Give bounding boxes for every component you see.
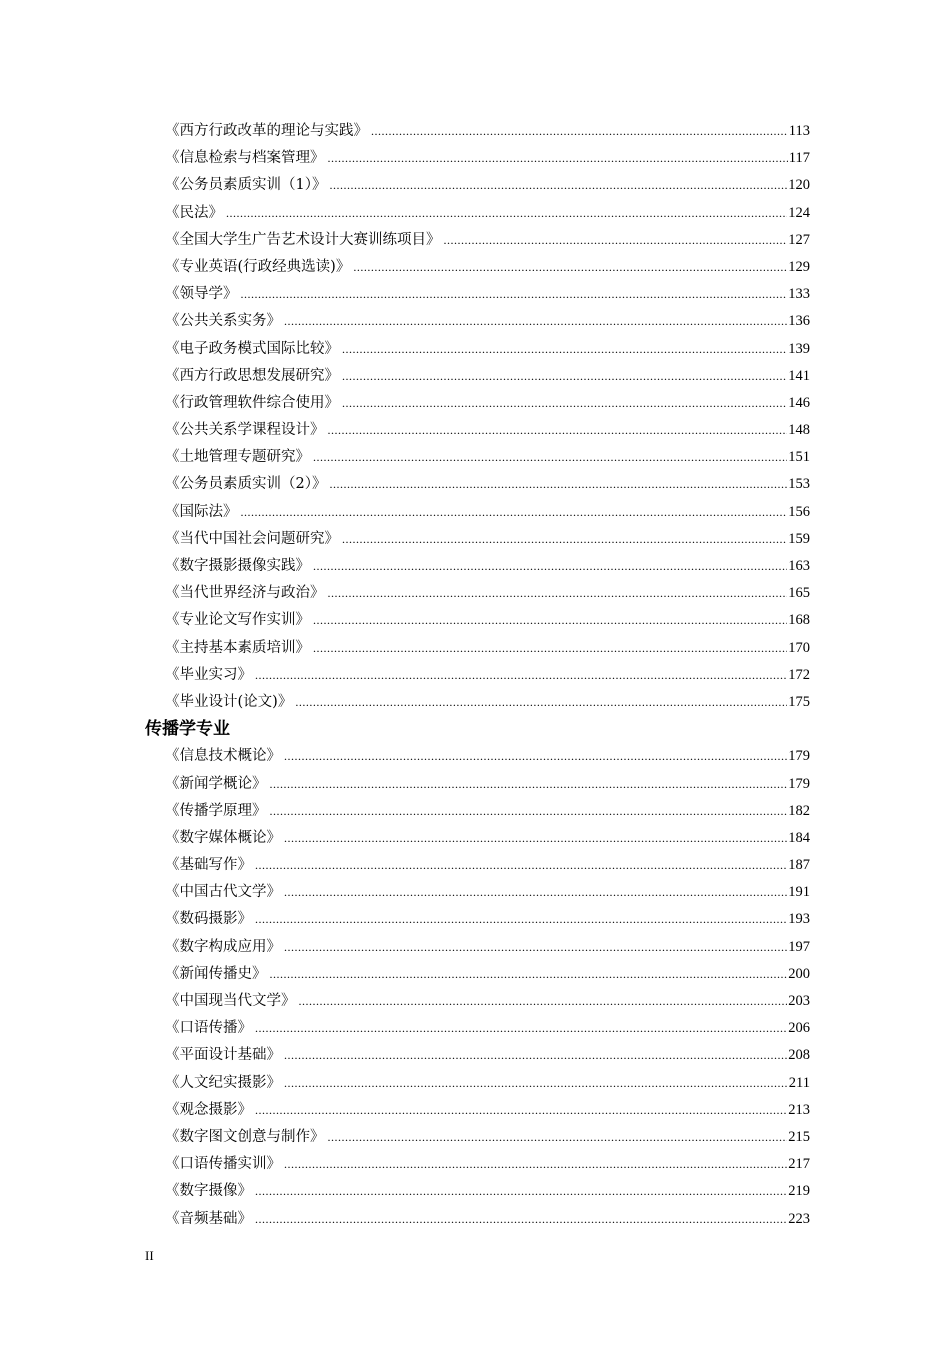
- toc-entry[interactable]: [145, 281, 810, 308]
- toc-entry-page-number: 146: [788, 394, 810, 411]
- toc-entry[interactable]: [145, 1070, 810, 1097]
- toc-entry-page-number: 211: [788, 1074, 810, 1091]
- toc-entry-title: 《信息检索与档案管理》: [165, 150, 325, 167]
- toc-entry-page-number: 219: [788, 1183, 810, 1200]
- toc-entry-page-number: 193: [788, 911, 810, 928]
- dot-leader: [284, 1042, 787, 1069]
- dot-leader: [342, 526, 787, 553]
- toc-entry-page-number: 170: [788, 639, 810, 656]
- dot-leader: [342, 363, 787, 390]
- toc-entry-page-number: 215: [788, 1128, 810, 1145]
- toc-entry-page-number: 133: [788, 286, 810, 303]
- toc-entry[interactable]: [145, 743, 810, 770]
- dot-leader: [329, 471, 787, 498]
- toc-entry[interactable]: [145, 172, 810, 199]
- toc-entry-page-number: 127: [788, 231, 810, 248]
- toc-entry-title: 《公共关系实务》: [165, 313, 281, 330]
- toc-entry-title: 《数字构成应用》: [165, 938, 281, 955]
- section-heading: 传播学专业: [145, 719, 230, 740]
- toc-entry[interactable]: [145, 1206, 810, 1233]
- toc-entry[interactable]: [145, 1151, 810, 1178]
- toc-entry[interactable]: [145, 254, 810, 281]
- dot-leader: [270, 798, 788, 825]
- toc-entry-page-number: 175: [788, 693, 810, 710]
- toc-entry-title: 《观念摄影》: [165, 1101, 252, 1118]
- dot-leader: [328, 145, 788, 172]
- toc-entry-title: 《中国古代文学》: [165, 884, 281, 901]
- toc-entry-title: 《平面设计基础》: [165, 1047, 281, 1064]
- dot-leader: [371, 118, 788, 145]
- toc-entry-title: 《当代中国社会问题研究》: [165, 530, 339, 547]
- toc-entry-title: 《人文纪实摄影》: [165, 1074, 281, 1091]
- toc-entry[interactable]: [145, 499, 810, 526]
- toc-entry-title: 《土地管理专题研究》: [165, 449, 310, 466]
- toc-entry[interactable]: [145, 145, 810, 172]
- toc-entry-page-number: 124: [788, 204, 810, 221]
- toc-entry-page-number: 129: [788, 258, 810, 275]
- dot-leader: [342, 390, 787, 417]
- toc-entry[interactable]: [145, 906, 810, 933]
- toc-entry-page-number: 184: [788, 829, 810, 846]
- dot-leader: [313, 444, 787, 471]
- dot-leader: [270, 771, 788, 798]
- toc-entry-title: 《电子政务模式国际比较》: [165, 340, 339, 357]
- toc-entry-title: 《数字摄影摄像实践》: [165, 558, 310, 574]
- toc-entry[interactable]: [145, 934, 810, 961]
- toc-entry[interactable]: [145, 825, 810, 852]
- toc-entry[interactable]: [145, 200, 810, 227]
- toc-entry[interactable]: [145, 363, 810, 390]
- dot-leader: [241, 499, 788, 526]
- toc-entry-page-number: 139: [788, 340, 810, 357]
- dot-leader: [255, 1178, 787, 1205]
- toc-entry-page-number: 151: [788, 449, 810, 466]
- toc-entry[interactable]: [145, 961, 810, 988]
- toc-entry-title: 《新闻传播史》: [165, 965, 267, 982]
- toc-entry[interactable]: [145, 526, 810, 553]
- toc-entry-title: 《公务员素质实训（1）》: [165, 177, 327, 194]
- dot-leader: [284, 1151, 787, 1178]
- toc-entry-title: 《数码摄影》: [165, 911, 252, 928]
- toc-entry-page-number: 182: [788, 802, 810, 819]
- toc-entry-title: 《领导学》: [165, 286, 238, 303]
- toc-entry-title: 《音频基础》: [165, 1210, 252, 1227]
- dot-leader: [353, 254, 787, 281]
- toc-entry[interactable]: [145, 1124, 810, 1151]
- dot-leader: [270, 961, 788, 988]
- toc-entry-page-number: 208: [788, 1047, 810, 1064]
- toc-entry-page-number: 168: [788, 612, 810, 629]
- toc-entry[interactable]: [145, 607, 810, 634]
- toc-entry[interactable]: [145, 1042, 810, 1069]
- toc-entry-page-number: 141: [788, 367, 810, 384]
- toc-entry-page-number: 197: [788, 938, 810, 955]
- toc-entry-title: 《公共关系学课程设计》: [165, 422, 325, 439]
- dot-leader: [255, 662, 787, 689]
- dot-leader: [255, 1206, 787, 1233]
- toc-entry-page-number: 163: [788, 558, 810, 574]
- toc-entry[interactable]: [145, 580, 810, 607]
- toc-entry-page-number: 120: [788, 177, 810, 194]
- toc-entry-title: 《口语传播》: [165, 1020, 252, 1037]
- toc-entry[interactable]: [145, 1178, 810, 1205]
- toc-entry-title: 《国际法》: [165, 503, 238, 520]
- toc-entry[interactable]: [145, 879, 810, 906]
- dot-leader: [284, 743, 787, 770]
- dot-leader: [342, 336, 787, 363]
- dot-leader: [313, 553, 787, 580]
- toc-entry[interactable]: [145, 662, 810, 689]
- toc-entry-title: 《当代世界经济与政治》: [165, 585, 325, 602]
- toc-entry[interactable]: [145, 227, 810, 254]
- toc-entry-page-number: 136: [788, 313, 810, 330]
- toc-entry[interactable]: [145, 471, 810, 498]
- toc-entry[interactable]: [145, 635, 810, 662]
- dot-leader: [255, 1097, 787, 1124]
- dot-leader: [255, 906, 787, 933]
- toc-entry-title: 《中国现当代文学》: [165, 993, 296, 1009]
- dot-leader: [284, 934, 787, 961]
- dot-leader: [255, 852, 787, 879]
- toc-entry[interactable]: [145, 417, 810, 444]
- dot-leader: [313, 635, 787, 662]
- toc-entry-title: 《数字媒体概论》: [165, 829, 281, 846]
- toc-entry-title: 《行政管理软件综合使用》: [165, 394, 339, 411]
- toc-entry-page-number: 148: [788, 422, 810, 439]
- toc-entry[interactable]: [145, 390, 810, 417]
- toc-entry[interactable]: [145, 771, 810, 798]
- toc-entry-title: 《传播学原理》: [165, 802, 267, 819]
- toc-entry-page-number: 179: [788, 748, 810, 765]
- toc-entry-title: 《主持基本素质培训》: [165, 639, 310, 656]
- toc-entry-page-number: 153: [788, 476, 810, 493]
- toc-entry-page-number: 206: [788, 1020, 810, 1037]
- dot-leader: [313, 607, 787, 634]
- toc-entry-page-number: 179: [788, 775, 810, 792]
- toc-entry[interactable]: [145, 988, 810, 1015]
- toc-entry-page-number: 172: [788, 666, 810, 683]
- dot-leader: [328, 580, 788, 607]
- toc-entry-page-number: 217: [788, 1156, 810, 1173]
- toc-entry[interactable]: [145, 308, 810, 335]
- toc-entry-title: 《公务员素质实训（2）》: [165, 476, 327, 493]
- dot-leader: [241, 281, 788, 308]
- toc-entry-title: 《西方行政改革的理论与实践》: [165, 123, 368, 139]
- toc-entry-title: 《新闻学概论》: [165, 775, 267, 792]
- toc-entry-title: 《专业英语(行政经典选读)》: [165, 258, 351, 275]
- dot-leader: [328, 417, 788, 444]
- toc-entry-title: 《信息技术概论》: [165, 748, 281, 765]
- toc-entry-title: 《口语传播实训》: [165, 1156, 281, 1173]
- toc-entry[interactable]: [145, 798, 810, 825]
- toc-entry[interactable]: [145, 1015, 810, 1042]
- toc-entry-page-number: 187: [788, 857, 810, 874]
- dot-leader: [255, 1015, 787, 1042]
- toc-entry[interactable]: [145, 1097, 810, 1124]
- toc-entry-title: 《民法》: [165, 204, 223, 221]
- dot-leader: [295, 689, 787, 716]
- toc-entry-page-number: 117: [788, 150, 810, 167]
- toc-entry-title: 《毕业实习》: [165, 666, 252, 683]
- dot-leader: [329, 172, 787, 199]
- toc-entry-title: 《基础写作》: [165, 857, 252, 874]
- toc-entry-page-number: 223: [788, 1210, 810, 1227]
- dot-leader: [284, 879, 787, 906]
- toc-entry-title: 《数字摄像》: [165, 1183, 252, 1200]
- toc-entry-title: 《全国大学生广告艺术设计大赛训练项目》: [165, 231, 441, 248]
- toc-entry-page-number: 213: [788, 1101, 810, 1118]
- toc-entry[interactable]: [145, 553, 810, 580]
- toc-entry-title: 《数字图文创意与制作》: [165, 1128, 325, 1145]
- dot-leader: [299, 988, 788, 1015]
- dot-leader: [284, 825, 787, 852]
- toc-entry-page-number: 165: [788, 585, 810, 602]
- toc-entry-page-number: 203: [788, 993, 810, 1009]
- toc-entry[interactable]: [145, 689, 810, 716]
- dot-leader: [444, 227, 788, 254]
- toc-entry[interactable]: [145, 444, 810, 471]
- toc-entry-page-number: 156: [788, 503, 810, 520]
- toc-entry-page-number: 113: [788, 123, 810, 139]
- toc-entry[interactable]: [145, 852, 810, 879]
- page-number: II: [145, 1248, 154, 1263]
- toc-entry[interactable]: [145, 336, 810, 363]
- table-of-contents: [145, 118, 810, 1233]
- dot-leader: [284, 1070, 788, 1097]
- toc-entry[interactable]: [145, 118, 810, 145]
- toc-entry-page-number: 200: [788, 965, 810, 982]
- dot-leader: [328, 1124, 788, 1151]
- toc-entry-page-number: 191: [788, 884, 810, 901]
- toc-entry-page-number: 159: [788, 530, 810, 547]
- dot-leader: [284, 308, 787, 335]
- toc-entry-title: 《西方行政思想发展研究》: [165, 367, 339, 384]
- toc-entry-title: 《毕业设计(论文)》: [165, 693, 293, 710]
- dot-leader: [226, 200, 787, 227]
- toc-entry-title: 《专业论文写作实训》: [165, 612, 310, 629]
